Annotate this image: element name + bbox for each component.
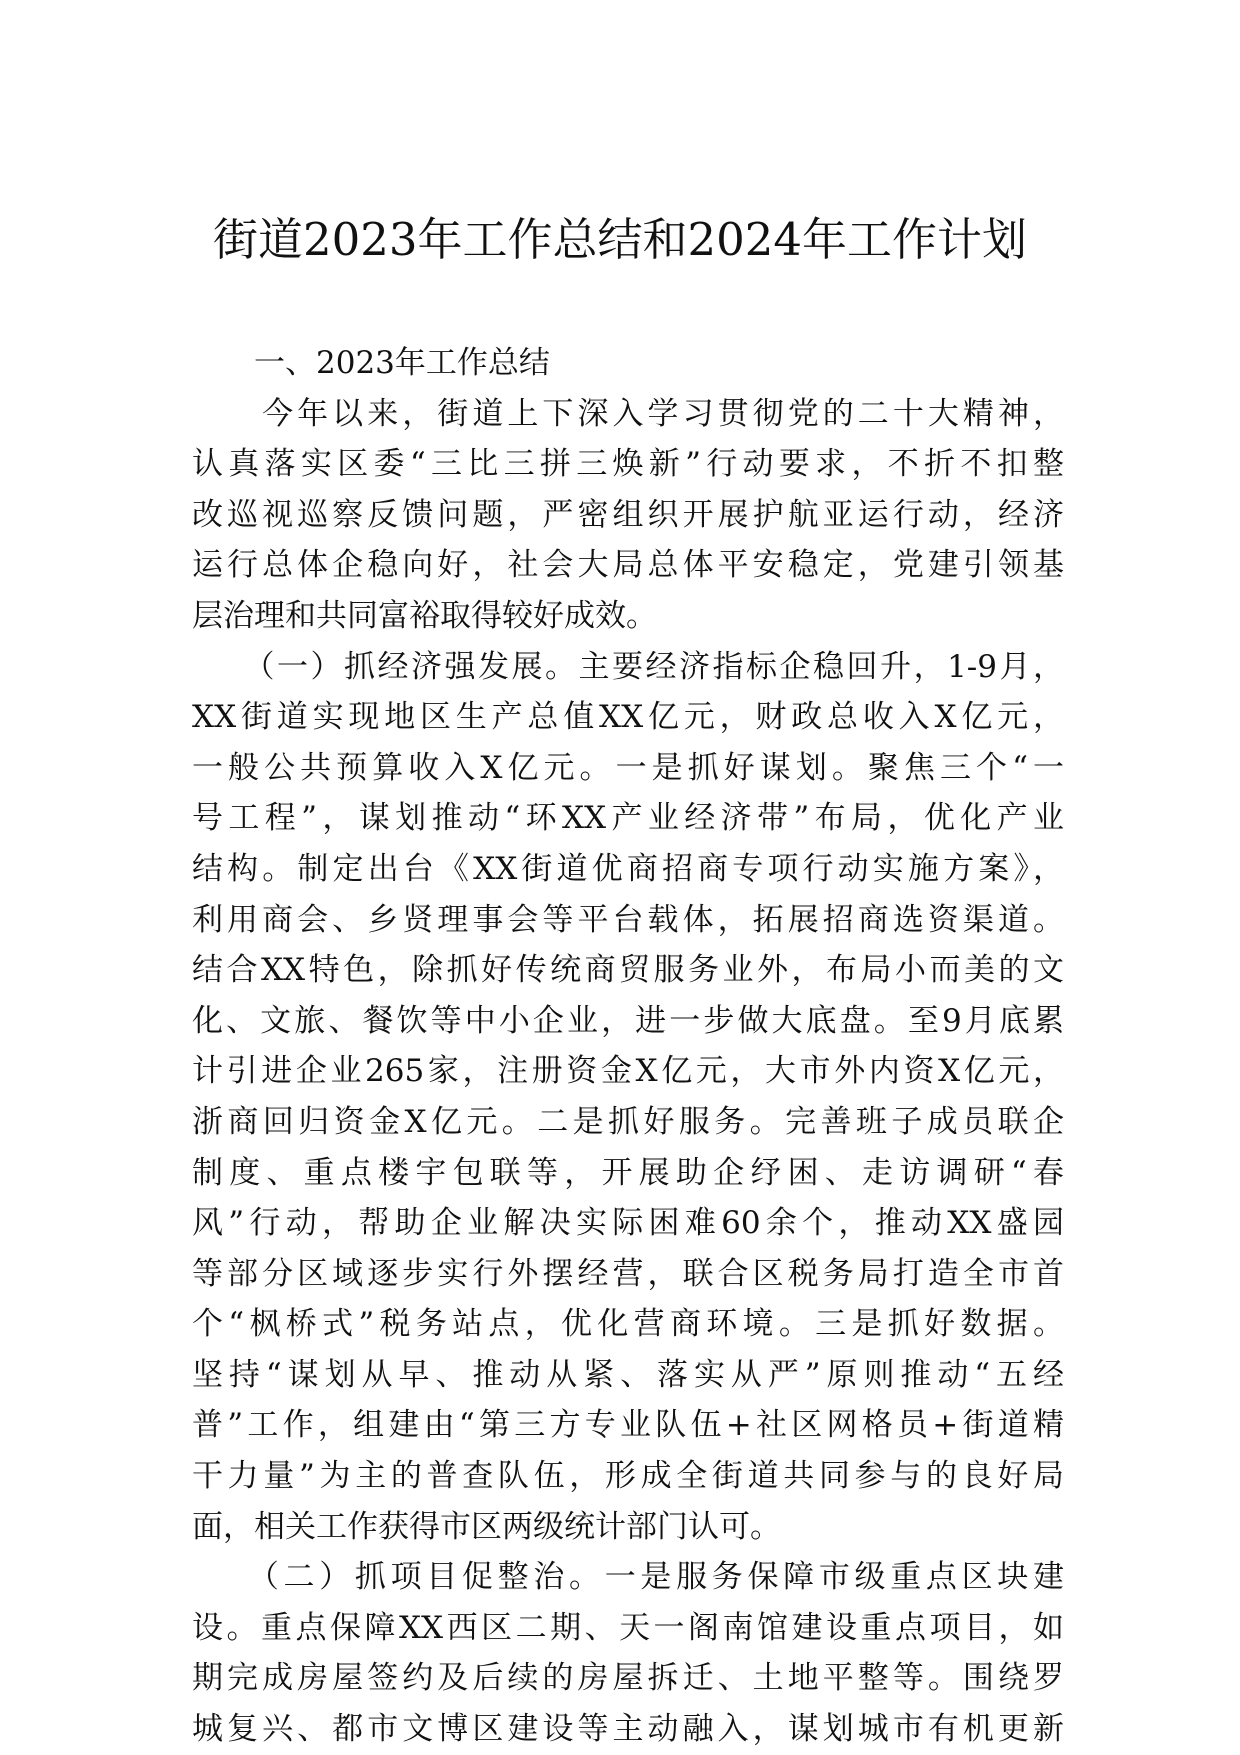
body-line: 结构。制定出台《XX街道优商招商专项行动实施方案》， <box>192 850 1064 887</box>
body-line: 利用商会、乡贤理事会等平台载体，拓展招商选资渠道。 <box>192 901 1064 938</box>
body-line: 化、文旅、餐饮等中小企业，进一步做大底盘。至9月底累 <box>192 1002 1064 1039</box>
body-line: 面，相关工作获得市区两级统计部门认可。 <box>192 1508 781 1545</box>
body-line: （一）抓经济强发展。主要经济指标企稳回升，1-9月， <box>192 648 1064 685</box>
body-line: 坚持“谋划从早、推动从紧、落实从严”原则推动“五经 <box>192 1356 1064 1393</box>
document-body <box>192 338 1064 1755</box>
body-line: 一般公共预算收入X亿元。一是抓好谋划。聚焦三个“一 <box>192 749 1064 786</box>
body-line: 运行总体企稳向好，社会大局总体平安稳定，党建引领基 <box>192 547 1064 584</box>
body-line: 设。重点保障XX西区二期、天一阁南馆建设重点项目，如 <box>192 1609 1064 1646</box>
body-line: 城复兴、都市文博区建设等主动融入，谋划城市有机更新 <box>192 1711 1064 1748</box>
body-line: 普”工作，组建由“第三方专业队伍+社区网格员+街道精 <box>192 1407 1064 1444</box>
body-line: 一、2023年工作总结 <box>192 345 550 381</box>
body-line: 浙商回归资金X亿元。二是抓好服务。完善班子成员联企 <box>192 1103 1064 1140</box>
body-line: 层治理和共同富裕取得较好成效。 <box>192 597 657 634</box>
body-line: 今年以来，街道上下深入学习贯彻党的二十大精神， <box>192 395 1064 432</box>
body-line: 制度、重点楼宇包联等，开展助企纾困、走访调研“春 <box>192 1154 1064 1191</box>
body-line: 结合XX特色，除抓好传统商贸服务业外，布局小而美的文 <box>192 952 1064 989</box>
body-line: （二）抓项目促整治。一是服务保障市级重点区块建 <box>192 1559 1064 1596</box>
document-title: 街道2023年工作总结和2024年工作计划 <box>212 213 1028 266</box>
body-line: 风”行动，帮助企业解决实际困难60余个，推动XX盛园 <box>192 1205 1064 1242</box>
body-line: 计引进企业265家，注册资金X亿元，大市外内资X亿元， <box>192 1053 1064 1090</box>
body-line: 期完成房屋签约及后续的房屋拆迁、土地平整等。围绕罗 <box>192 1660 1064 1697</box>
body-line: 个“枫桥式”税务站点，优化营商环境。三是抓好数据。 <box>192 1306 1064 1343</box>
body-line: 干力量”为主的普查队伍，形成全街道共同参与的良好局 <box>192 1458 1064 1495</box>
body-line: 改巡视巡察反馈问题，严密组织开展护航亚运行动，经济 <box>192 496 1064 533</box>
body-line: XX街道实现地区生产总值XX亿元，财政总收入X亿元， <box>192 699 1064 736</box>
body-line: 号工程”，谋划推动“环XX产业经济带”布局，优化产业 <box>192 800 1064 837</box>
body-line: 等部分区域逐步实行外摆经营，联合区税务局打造全市首 <box>192 1255 1064 1292</box>
body-line: 认真落实区委“三比三拼三焕新”行动要求，不折不扣整 <box>192 446 1064 483</box>
